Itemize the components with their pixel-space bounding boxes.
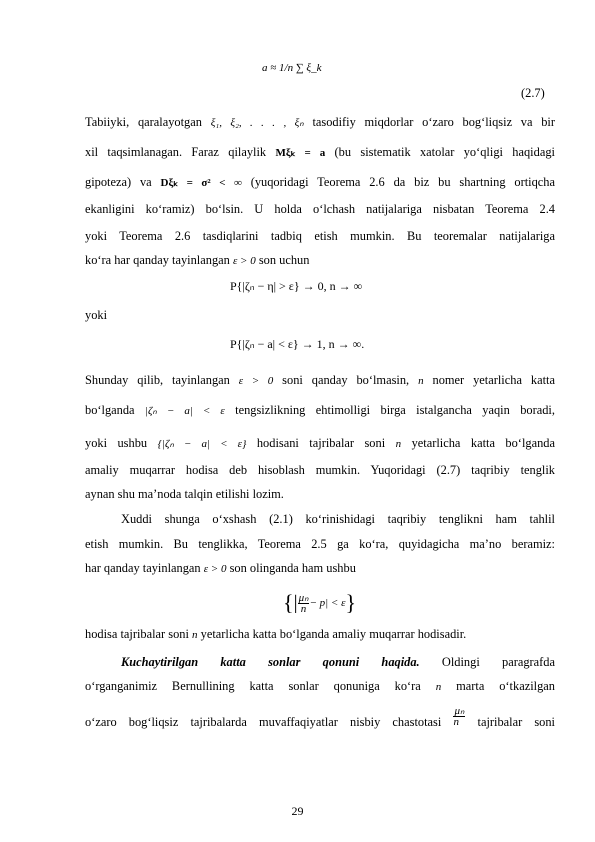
text: o‘zaro bog‘liqsiz tajribalarda muvaffaqiyatlar nisbiy chastotasi <box>85 715 442 729</box>
paragraph-line <box>85 115 555 130</box>
fraction <box>298 593 310 614</box>
paragraph-line <box>85 487 555 501</box>
fraction-denominator: n <box>453 715 459 728</box>
text: son uchun <box>258 253 310 267</box>
math-inline: ε > 0 <box>203 563 227 575</box>
brace-left: { <box>283 590 294 615</box>
text: yetarlicha katta bo‘lganda amaliy muqarrar hodisadir. <box>200 627 467 641</box>
section-heading: Kuchaytirilgan katta sonlar qonuni haqida. <box>121 655 420 669</box>
paragraph-line <box>85 537 555 551</box>
paragraph-line <box>85 403 555 418</box>
text: (yuqoridagi Teorema 2.6 da biz bu shartning ortiqcha <box>250 175 555 189</box>
text: (bu sistematik xatolar yo‘qligi haqidagi <box>334 145 555 159</box>
text: Xuddi shunga o‘xshash (2.1) ko‘rinishidagi taqribiy tenglikni ham tahlil <box>121 512 555 526</box>
paragraph-line <box>85 229 555 243</box>
fraction-numerator: μₙ <box>454 704 465 717</box>
paragraph-line <box>85 679 555 694</box>
display-equation: {| $\frac{\text{μₙ}}{n}$ − p| < ε} <box>283 590 357 615</box>
paragraph-line <box>85 463 555 477</box>
text: amaliy muqarrar hodisa deb hisoblash mumkin. Yuqoridagi (2.7) taqribiy tenglik <box>85 463 555 477</box>
text: gipoteza) va <box>85 175 152 189</box>
text: Shunday qilib, tayinlangan <box>85 373 230 387</box>
paragraph-line <box>85 202 555 216</box>
paragraph-line <box>85 253 555 268</box>
text: Tabiiyki, qaralayotgan <box>85 115 202 129</box>
math-inline: Mξₖ = a <box>275 147 326 159</box>
text: yoki <box>85 308 108 322</box>
math-inline: {|ζₙ − a| < ε} <box>157 438 247 450</box>
math-inline: n <box>435 681 442 693</box>
text: yoki ushbu <box>85 436 148 450</box>
math-display: P{|ζₙ − a| < ε} → 1, n → ∞. <box>230 337 365 351</box>
text: tasodifiy miqdorlar o‘zaro bog‘liqsiz va bir <box>312 115 555 129</box>
math-display: P{|ζₙ − η| > ε} → 0, n → ∞ <box>230 279 363 293</box>
text: har qanday tayinlangan <box>85 561 201 575</box>
display-equation <box>230 337 364 352</box>
text: Oldingi paragrafda <box>441 655 555 669</box>
text: tengsizlikning ehtimolligi birga istalgancha yaqin boradi, <box>235 403 555 417</box>
text: o‘rganganimiz Bernullining katta sonlar qonuniga ko‘ra <box>85 679 421 693</box>
text: ko‘ra har qanday tayinlangan <box>85 253 230 267</box>
paragraph-line <box>85 175 555 190</box>
text: soni qanday bo‘lmasin, <box>282 373 410 387</box>
math-inline: Dξₖ = σ² < ∞ <box>160 177 242 189</box>
paragraph-line <box>85 627 555 642</box>
paragraph-line <box>85 512 555 526</box>
paragraph-line <box>85 561 555 576</box>
math-inline: ξ₁, ξ₂, . . . , ξₙ <box>210 117 304 129</box>
math-inline: n <box>192 629 198 641</box>
paragraph-line <box>85 308 555 322</box>
text: hodisani tajribalar soni <box>256 436 386 450</box>
math-inline: ε > 0 <box>232 255 256 267</box>
text: son olinganda ham ushbu <box>229 561 356 575</box>
fraction-denominator: n <box>300 602 307 615</box>
paragraph-line <box>85 373 555 388</box>
fraction-numerator: μₙ <box>298 591 309 604</box>
equation-2-7 <box>262 60 322 75</box>
text: bo‘lganda <box>85 403 135 417</box>
math-inline: n <box>395 438 402 450</box>
fraction <box>453 706 465 727</box>
paragraph-line <box>85 704 555 729</box>
text: marta o‘tkazilgan <box>456 679 555 693</box>
paragraph-line <box>85 436 555 451</box>
display-equation <box>230 279 362 294</box>
page-number: 29 <box>291 804 304 818</box>
math-inline: |ζₙ − a| < ε <box>144 405 225 417</box>
text: xil taqsimlanagan. Faraz qilaylik <box>85 145 267 159</box>
math-inline: n <box>418 375 424 387</box>
text: tajribalar soni <box>477 715 555 729</box>
text: aynan shu ma’noda talqin etilishi lozim. <box>85 487 284 501</box>
text: nomer yetarlicha katta <box>432 373 555 387</box>
paragraph-line <box>85 655 555 669</box>
text: yetarlicha katta bo‘lganda <box>411 436 555 450</box>
paragraph-line <box>85 145 555 160</box>
equation-number: (2.7) <box>521 86 545 100</box>
text: etish mumkin. Bu tenglikka, Teorema 2.5 ga ko‘ra, quyidagicha ma’no beramiz: <box>85 537 555 551</box>
text: hodisa tajribalar soni <box>85 627 189 641</box>
text: yoki Teorema 2.6 tasdiqlarini tadbiq etish mumkin. Bu teoremalar natijalariga <box>85 229 555 243</box>
math-display: − p| < ε <box>309 597 346 609</box>
equation-2-7-formula: a ≈ 1/n ∑ ξ_k <box>262 62 322 74</box>
math-inline: ε > 0 <box>238 375 274 387</box>
brace-right: } <box>345 590 357 615</box>
equation-label <box>521 86 545 101</box>
text: ekanligini ko‘ramiz) bo‘lsin. U holda o‘lchash natijalariga nisbatan Teorema 2.4 <box>85 202 555 216</box>
